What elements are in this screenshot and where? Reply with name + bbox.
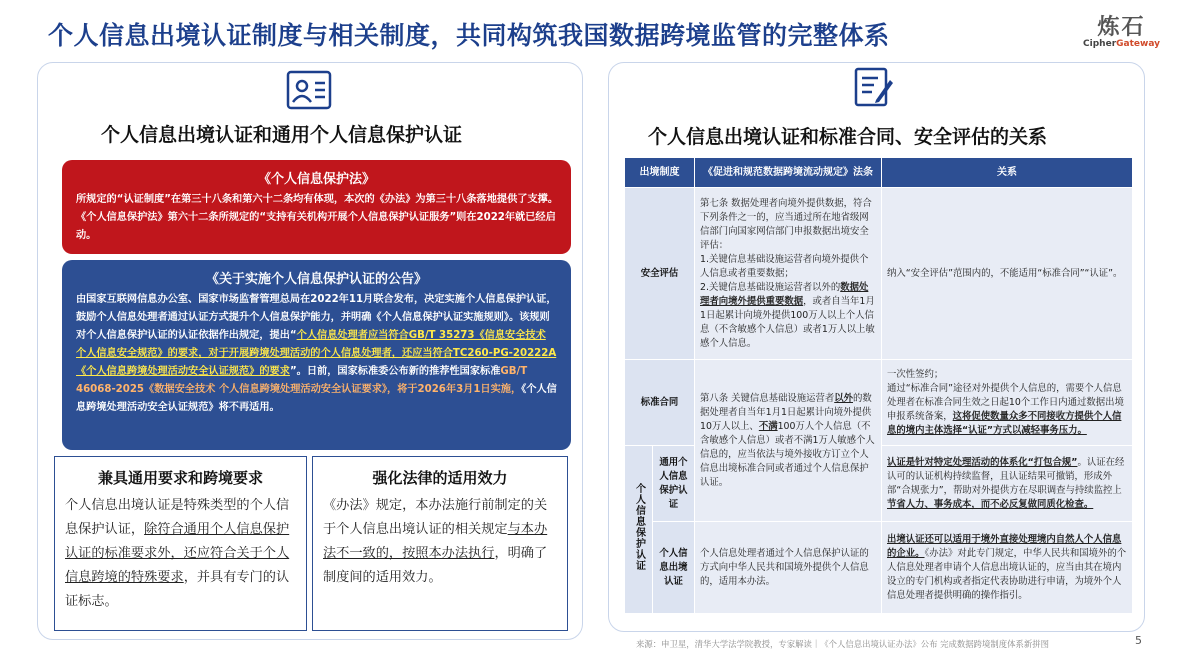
relation-cell: 认证是针对特定处理活动的体系化“打包合规”。认证在经认可的认证机构持续监督，且认证结果可撤销，形成外部“合规张力”，帮助对外提供方在尽职调查与持续监控上节省人力、事务成本，而不必反复做同质化检查。 bbox=[882, 446, 1133, 522]
announcement-card bbox=[62, 260, 571, 450]
card-body: 《办法》规定，本办法施行前制定的关于个人信息出境认证的相关规定与本办法不一致的，按照本办法执行，明确了制度间的适用效力。 bbox=[323, 498, 548, 585]
card-title: 兼具通用要求和跨境要求 bbox=[97, 469, 263, 487]
page-title: 个人信息出境认证制度与相关制度，共同构筑我国数据跨境监管的完整体系 bbox=[48, 21, 890, 50]
certificate-icon bbox=[286, 70, 332, 110]
relation-cell: 出境认证还可以适用于境外直接处理境内自然人个人信息的企业。《办法》对此专门规定，中华人民共和国境外的个人信息处理者申请个人信息出境认证的，应当由其在境内设立的专门机构或者指定代表协助进行申请，为境外个人信息处理者提供明确的操作指引。 bbox=[882, 522, 1133, 614]
row-label: 通用个人信息保护认证 bbox=[653, 446, 695, 522]
brand-logo bbox=[1083, 10, 1160, 49]
law-cell: 个人信息处理者通过个人信息保护认证的方式向中华人民共和国境外提供个人信息的，适用本办法。 bbox=[695, 522, 882, 614]
row-label: 安全评估 bbox=[625, 188, 695, 360]
header-cell-law: 《促进和规范数据跨境流动规定》法条 bbox=[695, 158, 882, 188]
pipl-title: 《个人信息保护法》 bbox=[257, 172, 375, 187]
announcement-title: 《关于实施个人信息保护认证的公告》 bbox=[205, 272, 427, 287]
source-note: 来源：申卫星，清华大学法学院教授，专家解读｜《个人信息出境认证办法》公布 完成数据跨境制度体系新拼图 bbox=[636, 639, 1050, 649]
card-body: 个人信息出境认证是特殊类型的个人信息保护认证，除符合通用个人信息保护认证的标准要求外，还应符合关于个人信息跨境的特殊要求，并具有专门的认证标志。 bbox=[65, 498, 290, 609]
left-heading: 个人信息出境认证和通用个人信息保护认证 bbox=[101, 124, 463, 146]
card-title: 强化法律的适用效力 bbox=[372, 469, 508, 487]
document-edit-icon bbox=[852, 66, 894, 108]
relation-cell: 纳入“安全评估”范围内的，不能适用“标准合同”“认证”。 bbox=[882, 188, 1133, 360]
header-cell-system: 出境制度 bbox=[625, 158, 695, 188]
general-cross-border-card bbox=[54, 456, 307, 631]
header-cell-relation: 关系 bbox=[882, 158, 1133, 188]
group-label: 个人信息保护认证 bbox=[625, 446, 653, 614]
table-header-row bbox=[625, 158, 1133, 188]
law-cell: 第八条 关键信息基础设施运营者以外的数据处理者自当年1月1日起累计向境外提供10万人以上、不满100万人个人信息（不含敏感个人信息）或者不满1万人敏感个人信息的，应当依法与境外接收方订立个人信息出境标准合同或者通过个人信息保护认证。 bbox=[695, 360, 882, 522]
law-cell: 第七条 数据处理者向境外提供数据，符合下列条件之一的，应当通过所在地省级网信部门向国家网信部门申报数据出境安全评估： 1.关键信息基础设施运营者向境外提供个人信息或者重要数据； 2.关键信息基础设施运营者以外的数据处理者向境外提供重要数据，或者自当年1月1日起累计向境外提供100万人以上个人信息（不含敏感个人信息）或者1万人以上敏感个人信息。 bbox=[695, 188, 882, 360]
logo-text: 炼石 bbox=[1097, 15, 1146, 40]
legal-effect-card bbox=[312, 456, 568, 631]
pipl-body: 所规定的“认证制度”在第三十八条和第六十二条均有体现，本次的《办法》为第三十八条落地提供了支撑。《个人信息保护法》第六十二条所规定的“支持有关机构开展个人信息保护认证服务”则在2022年就已经启动。 bbox=[76, 194, 559, 241]
relation-table bbox=[624, 157, 1133, 614]
page-number: 5 bbox=[1135, 634, 1142, 647]
row-label: 个人信息出境认证 bbox=[653, 522, 695, 614]
right-heading: 个人信息出境认证和标准合同、安全评估的关系 bbox=[648, 126, 1048, 148]
announcement-body: 由国家互联网信息办公室、国家市场监督管理总局在2022年11月联合发布，决定实施个人信息保护认证，鼓励个人信息处理者通过认证方式提升个人信息保护能力，并明确《个人信息保护认证实施规则》。该规则对个人信息保护认证的认证依据作出规定，提出“个人信息处理者应当符合GB/T 35273《信息安全技术 个人信息安全规范》的要求，对于开展跨境处理活动的个人信息处理者，还应当符合TC260-PG-20222A《个人信息跨境处理活动安全认证规范》的要求”。日前，国家标准委公布新的推荐性国家标准GB/T 46068-2025《数据安全技术 个人信息跨境处理活动安全认证要求》，将于2026年3月1日实施，《个人信息跨境处理活动安全认证规范》将不再适用。 bbox=[76, 294, 557, 413]
table-row bbox=[625, 360, 1133, 446]
table-row bbox=[625, 188, 1133, 360]
pipl-card bbox=[62, 160, 571, 254]
table-row bbox=[625, 522, 1133, 614]
logo-subtext: CipherGateway bbox=[1083, 39, 1160, 49]
row-label: 标准合同 bbox=[625, 360, 695, 446]
relation-cell: 一次性签约； 通过“标准合同”途径对外提供个人信息的，需要个人信息处理者在标准合同生效之日起10个工作日内通过数据出境申报系统备案，这将促使数量众多不同接收方提供个人信息的境内主体选择“认证”方式以减轻事务压力。 bbox=[882, 360, 1133, 446]
